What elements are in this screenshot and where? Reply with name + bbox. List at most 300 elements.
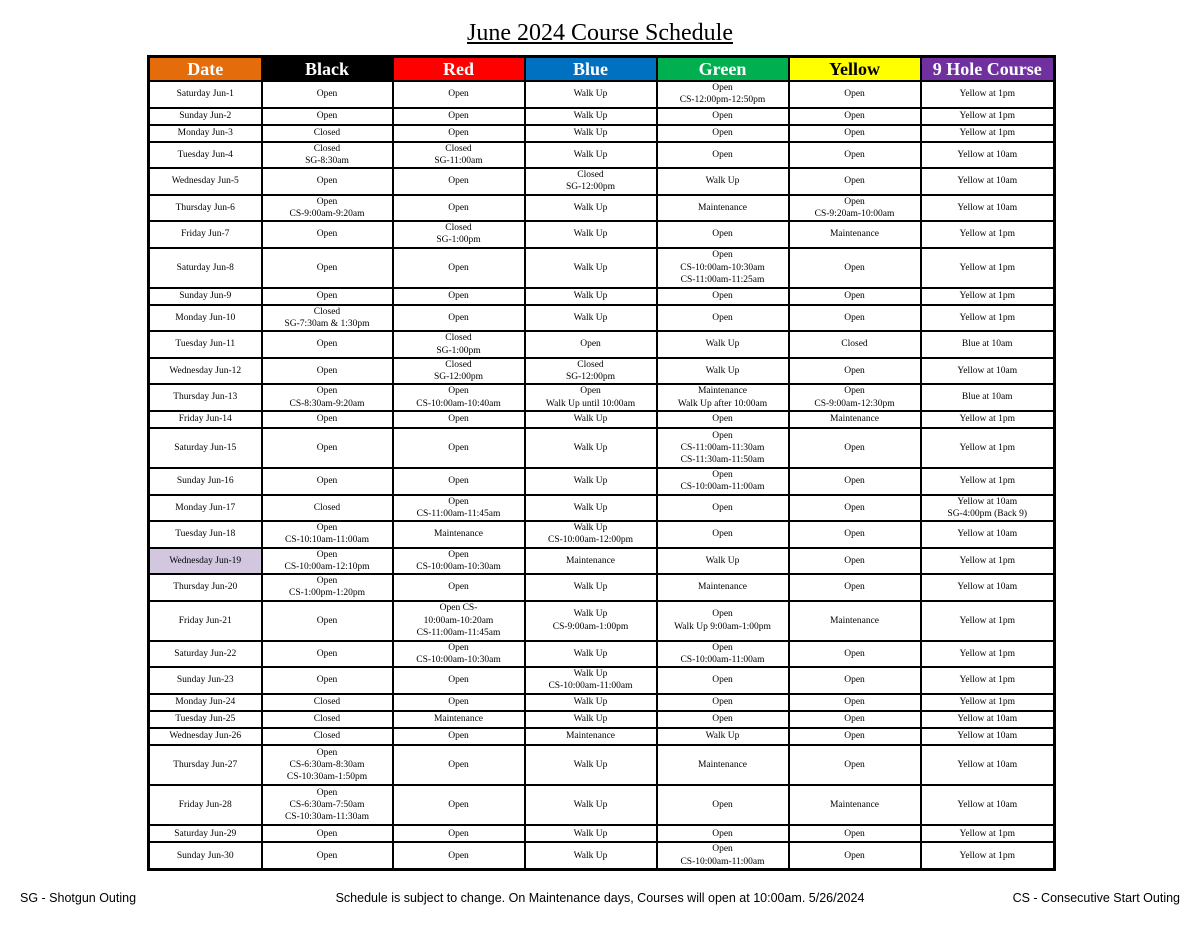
cell-text-line: Open — [712, 828, 733, 839]
cell-text-line: 10:00am-10:20am — [423, 615, 494, 626]
date-cell: Tuesday Jun-25 — [149, 711, 262, 728]
schedule-row — [149, 521, 1055, 548]
cell-text-line: Open — [448, 312, 469, 323]
9-hole-course-cell — [921, 468, 1055, 495]
header-row — [149, 57, 1055, 82]
cell-text-line: Open — [316, 549, 338, 560]
cell-text-line: Yellow at 1pm — [959, 127, 1015, 138]
cell-text-line: Open — [448, 759, 469, 770]
red-course-cell — [393, 711, 525, 728]
cell-text-line: Open — [844, 582, 865, 593]
cell-text-line: Open — [712, 414, 733, 425]
cell-text-line: Open — [448, 642, 469, 653]
header-yellow: Yellow — [789, 57, 921, 82]
black-course-cell — [262, 694, 393, 711]
cell-text-line: Open — [316, 291, 338, 302]
cell-text-line: Closed — [313, 697, 341, 708]
blue-course-cell — [525, 358, 657, 385]
green-course-cell — [657, 574, 789, 601]
cell-text-line: Open — [448, 110, 469, 121]
cell-text-line: CS-8:30am-9:20am — [289, 398, 365, 409]
cell-text-line: Yellow at 1pm — [959, 229, 1015, 240]
black-course-cell — [262, 221, 393, 248]
9-hole-course-cell — [921, 601, 1055, 641]
black-course-cell — [262, 601, 393, 641]
schedule-row — [149, 125, 1055, 142]
blue-course-cell — [525, 411, 657, 428]
cell-text-line: Open — [712, 291, 733, 302]
cell-text-line: Blue at 10am — [961, 392, 1013, 403]
cell-text-line: Open — [316, 386, 338, 397]
9-hole-course-cell — [921, 728, 1055, 745]
blue-course-cell — [525, 601, 657, 641]
cell-text-line: Yellow at 1pm — [959, 291, 1015, 302]
green-course-cell — [657, 711, 789, 728]
cell-text-line: Walk Up — [573, 759, 608, 770]
red-course-cell — [393, 728, 525, 745]
cell-text-line: Open — [316, 414, 338, 425]
cell-text-line: SG-11:00am — [434, 155, 483, 166]
date-cell: Friday Jun-7 — [149, 221, 262, 248]
cell-text-line: Walk Up — [573, 697, 608, 708]
black-course-cell — [262, 358, 393, 385]
cell-text-line: Yellow at 10am — [957, 714, 1018, 725]
cell-text-line: Maintenance — [697, 759, 748, 770]
schedule-row — [149, 428, 1055, 468]
cell-text-line: Open — [844, 555, 865, 566]
cell-text-line: Open — [448, 127, 469, 138]
date-cell: Thursday Jun-6 — [149, 195, 262, 222]
schedule-row — [149, 168, 1055, 195]
cell-text-line: Yellow at 10am — [957, 365, 1018, 376]
9-hole-course-cell — [921, 825, 1055, 842]
yellow-course-cell — [789, 785, 921, 825]
cell-text-line: Yellow at 1pm — [959, 648, 1015, 659]
red-course-cell — [393, 195, 525, 222]
blue-course-cell — [525, 81, 657, 108]
schedule-row — [149, 711, 1055, 728]
date-cell: Tuesday Jun-4 — [149, 142, 262, 169]
cell-text-line: SG-12:00pm — [433, 372, 484, 383]
cell-text-line: Walk Up — [705, 731, 740, 742]
9-hole-course-cell — [921, 108, 1055, 125]
cell-text-line: Open — [844, 176, 865, 187]
9-hole-course-cell — [921, 694, 1055, 711]
cell-text-line: Walk Up — [573, 110, 608, 121]
cell-text-line: Closed — [313, 731, 341, 742]
cell-text-line: Maintenance — [565, 731, 616, 742]
cell-text-line: Open — [844, 759, 865, 770]
red-course-cell — [393, 842, 525, 869]
9-hole-course-cell — [921, 785, 1055, 825]
blue-course-cell — [525, 521, 657, 548]
date-cell: Monday Jun-24 — [149, 694, 262, 711]
cell-text-line: Closed — [445, 223, 472, 234]
cell-text-line: Open — [844, 648, 865, 659]
cell-text-line: CS-10:30am-1:50pm — [286, 772, 368, 783]
cell-text-line: CS-11:00am-11:45am — [416, 508, 501, 519]
green-course-cell — [657, 641, 789, 668]
cell-text-line: Open — [712, 229, 733, 240]
cell-text-line: Open — [844, 291, 865, 302]
yellow-course-cell — [789, 711, 921, 728]
cell-text-line: Walk Up — [573, 229, 608, 240]
cell-text-line: Open — [712, 714, 733, 725]
cell-text-line: Open — [844, 386, 865, 397]
schedule-row — [149, 288, 1055, 305]
yellow-course-cell — [789, 142, 921, 169]
cell-text-line: Maintenance — [697, 386, 748, 397]
date-cell: Thursday Jun-27 — [149, 745, 262, 785]
green-course-cell — [657, 785, 789, 825]
black-course-cell — [262, 842, 393, 869]
cell-text-line: Closed — [577, 170, 604, 181]
header-black: Black — [262, 57, 393, 82]
schedule-row — [149, 641, 1055, 668]
black-course-cell — [262, 108, 393, 125]
green-course-cell — [657, 428, 789, 468]
cell-text-line: Walk Up — [573, 800, 608, 811]
cell-text-line: SG-12:00pm — [565, 182, 616, 193]
cell-text-line: CS-1:00pm-1:20pm — [288, 588, 365, 599]
yellow-course-cell — [789, 694, 921, 711]
cell-text-line: Open — [844, 529, 865, 540]
yellow-course-cell — [789, 495, 921, 522]
cell-text-line: Maintenance — [697, 202, 748, 213]
red-course-cell — [393, 168, 525, 195]
9-hole-course-cell — [921, 574, 1055, 601]
schedule-row — [149, 142, 1055, 169]
cell-text-line: CS-10:00am-10:30am — [680, 262, 765, 273]
cell-text-line: Walk Up — [573, 609, 608, 620]
red-course-cell — [393, 601, 525, 641]
red-course-cell — [393, 142, 525, 169]
date-cell: Saturday Jun-15 — [149, 428, 262, 468]
green-course-cell — [657, 125, 789, 142]
cell-text-line: Open — [448, 582, 469, 593]
cell-text-line: Walk Up — [573, 828, 608, 839]
cell-text-line: Open — [712, 250, 733, 261]
green-course-cell — [657, 468, 789, 495]
cell-text-line: SG-4:00pm (Back 9) — [947, 508, 1028, 519]
yellow-course-cell — [789, 842, 921, 869]
cell-text-line: Open — [844, 149, 865, 160]
cell-text-line: Open — [844, 675, 865, 686]
cell-text-line: Yellow at 10am — [957, 496, 1018, 507]
cell-text-line: Open — [844, 828, 865, 839]
cell-text-line: Maintenance — [433, 714, 484, 725]
cell-text-line: Open — [712, 609, 733, 620]
green-course-cell — [657, 495, 789, 522]
cell-text-line: Open — [712, 312, 733, 323]
red-course-cell — [393, 411, 525, 428]
cell-text-line: Open — [844, 442, 865, 453]
9-hole-course-cell — [921, 142, 1055, 169]
cell-text-line: Open — [316, 442, 338, 453]
blue-course-cell — [525, 288, 657, 305]
cell-text-line: CS-9:00am-12:30pm — [814, 398, 895, 409]
cell-text-line: Open — [844, 502, 865, 513]
cell-text-line: Open — [580, 339, 601, 350]
9-hole-course-cell — [921, 667, 1055, 694]
cell-text-line: Open — [316, 89, 338, 100]
footer-consecutive-start-legend: CS - Consecutive Start Outing — [1012, 891, 1180, 905]
cell-text-line: Walk Up — [573, 414, 608, 425]
yellow-course-cell — [789, 288, 921, 305]
9-hole-course-cell — [921, 384, 1055, 411]
date-cell: Sunday Jun-2 — [149, 108, 262, 125]
black-course-cell — [262, 641, 393, 668]
schedule-row — [149, 384, 1055, 411]
blue-course-cell — [525, 548, 657, 575]
cell-text-line: Closed — [445, 333, 472, 344]
cell-text-line: CS-11:00am-11:45am — [416, 627, 501, 638]
9-hole-course-cell — [921, 358, 1055, 385]
cell-text-line: Walk Up until 10:00am — [545, 398, 636, 409]
red-course-cell — [393, 468, 525, 495]
date-cell: Saturday Jun-29 — [149, 825, 262, 842]
footer-shotgun-legend: SG - Shotgun Outing — [20, 891, 137, 905]
cell-text-line: Open — [448, 476, 469, 487]
black-course-cell — [262, 495, 393, 522]
green-course-cell — [657, 108, 789, 125]
cell-text-line: Open — [448, 176, 469, 187]
cell-text-line: Open — [844, 89, 865, 100]
blue-course-cell — [525, 168, 657, 195]
green-course-cell — [657, 745, 789, 785]
cell-text-line: Walk Up — [573, 262, 608, 273]
black-course-cell — [262, 428, 393, 468]
black-course-cell — [262, 195, 393, 222]
date-cell: Saturday Jun-8 — [149, 248, 262, 288]
yellow-course-cell — [789, 521, 921, 548]
cell-text-line: Open — [448, 291, 469, 302]
cell-text-line: Yellow at 1pm — [959, 414, 1015, 425]
schedule-row — [149, 694, 1055, 711]
cell-text-line: Open — [316, 523, 338, 534]
cell-text-line: Open — [316, 339, 338, 350]
cell-text-line: CS-10:10am-11:00am — [284, 535, 370, 546]
blue-course-cell — [525, 221, 657, 248]
black-course-cell — [262, 305, 393, 332]
cell-text-line: Maintenance — [829, 229, 880, 240]
cell-text-line: Open — [316, 576, 338, 587]
blue-course-cell — [525, 842, 657, 869]
cell-text-line: Yellow at 1pm — [959, 476, 1015, 487]
green-course-cell — [657, 248, 789, 288]
red-course-cell — [393, 745, 525, 785]
black-course-cell — [262, 548, 393, 575]
blue-course-cell — [525, 248, 657, 288]
cell-text-line: Maintenance — [829, 615, 880, 626]
cell-text-line: Yellow at 1pm — [959, 850, 1015, 861]
green-course-cell — [657, 667, 789, 694]
cell-text-line: Walk Up — [573, 714, 608, 725]
cell-text-line: Closed — [841, 339, 868, 350]
date-cell: Friday Jun-28 — [149, 785, 262, 825]
cell-text-line: Walk Up — [573, 669, 608, 680]
blue-course-cell — [525, 108, 657, 125]
cell-text-line: Open — [448, 386, 469, 397]
cell-text-line: Walk Up — [573, 476, 608, 487]
date-cell: Wednesday Jun-12 — [149, 358, 262, 385]
cell-text-line: Closed — [313, 306, 341, 317]
9-hole-course-cell — [921, 641, 1055, 668]
green-course-cell — [657, 358, 789, 385]
cell-text-line: SG-7:30am & 1:30pm — [284, 319, 370, 330]
red-course-cell — [393, 428, 525, 468]
9-hole-course-cell — [921, 331, 1055, 358]
green-course-cell — [657, 521, 789, 548]
green-course-cell — [657, 601, 789, 641]
red-course-cell — [393, 305, 525, 332]
cell-text-line: Yellow at 1pm — [959, 555, 1015, 566]
red-course-cell — [393, 785, 525, 825]
red-course-cell — [393, 248, 525, 288]
date-cell: Thursday Jun-13 — [149, 384, 262, 411]
cell-text-line: Yellow at 1pm — [959, 675, 1015, 686]
9-hole-course-cell — [921, 305, 1055, 332]
green-course-cell — [657, 384, 789, 411]
blue-course-cell — [525, 495, 657, 522]
cell-text-line: Yellow at 1pm — [959, 89, 1015, 100]
cell-text-line: Open — [844, 262, 865, 273]
yellow-course-cell — [789, 358, 921, 385]
cell-text-line: Open — [316, 747, 338, 758]
green-course-cell — [657, 221, 789, 248]
cell-text-line: CS-11:00am-11:30am — [680, 442, 765, 453]
header-green: Green — [657, 57, 789, 82]
cell-text-line: Open — [448, 414, 469, 425]
red-course-cell — [393, 495, 525, 522]
yellow-course-cell — [789, 195, 921, 222]
schedule-row — [149, 842, 1055, 869]
cell-text-line: Walk Up — [705, 339, 740, 350]
9-hole-course-cell — [921, 842, 1055, 869]
date-cell: Saturday Jun-22 — [149, 641, 262, 668]
cell-text-line: Yellow at 10am — [957, 759, 1018, 770]
blue-course-cell — [525, 331, 657, 358]
green-course-cell — [657, 728, 789, 745]
cell-text-line: Walk Up — [573, 442, 608, 453]
header-date: Date — [149, 57, 262, 82]
green-course-cell — [657, 305, 789, 332]
cell-text-line: CS-9:00am-1:00pm — [552, 621, 629, 632]
cell-text-line: Open — [316, 828, 338, 839]
cell-text-line: Yellow at 1pm — [959, 828, 1015, 839]
cell-text-line: Yellow at 10am — [957, 529, 1018, 540]
schedule-row — [149, 411, 1055, 428]
cell-text-line: CS-10:00am-10:30am — [416, 561, 501, 572]
black-course-cell — [262, 468, 393, 495]
date-cell: Sunday Jun-30 — [149, 842, 262, 869]
red-course-cell — [393, 641, 525, 668]
9-hole-course-cell — [921, 221, 1055, 248]
cell-text-line: Open — [448, 442, 469, 453]
cell-text-line: Walk Up — [573, 89, 608, 100]
yellow-course-cell — [789, 745, 921, 785]
blue-course-cell — [525, 142, 657, 169]
date-cell: Saturday Jun-1 — [149, 81, 262, 108]
yellow-course-cell — [789, 221, 921, 248]
yellow-course-cell — [789, 728, 921, 745]
cell-text-line: Open — [448, 549, 469, 560]
9-hole-course-cell — [921, 248, 1055, 288]
header-red: Red — [393, 57, 525, 82]
green-course-cell — [657, 195, 789, 222]
9-hole-course-cell — [921, 125, 1055, 142]
cell-text-line: Open — [844, 127, 865, 138]
cell-text-line: Open — [712, 502, 733, 513]
cell-text-line: CS-6:30am-8:30am — [289, 759, 365, 770]
9-hole-course-cell — [921, 168, 1055, 195]
9-hole-course-cell — [921, 81, 1055, 108]
cell-text-line: Open — [712, 110, 733, 121]
cell-text-line: CS-10:00am-11:00am — [680, 856, 765, 867]
date-cell: Thursday Jun-20 — [149, 574, 262, 601]
cell-text-line: Open — [316, 365, 338, 376]
cell-text-line: Yellow at 10am — [957, 731, 1018, 742]
cell-text-line: Yellow at 10am — [957, 202, 1018, 213]
cell-text-line: Yellow at 1pm — [959, 110, 1015, 121]
cell-text-line: CS-9:20am-10:00am — [814, 208, 895, 219]
cell-text-line: Closed — [445, 143, 472, 154]
cell-text-line: Open — [844, 365, 865, 376]
date-cell: Friday Jun-14 — [149, 411, 262, 428]
cell-text-line: Open — [316, 476, 338, 487]
cell-text-line: Yellow at 1pm — [959, 697, 1015, 708]
cell-text-line: Walk Up — [573, 127, 608, 138]
cell-text-line: CS-12:00pm-12:50pm — [679, 95, 766, 106]
blue-course-cell — [525, 384, 657, 411]
blue-course-cell — [525, 728, 657, 745]
cell-text-line: Open — [316, 648, 338, 659]
cell-text-line: Open — [712, 127, 733, 138]
red-course-cell — [393, 358, 525, 385]
yellow-course-cell — [789, 384, 921, 411]
cell-text-line: Open — [448, 697, 469, 708]
schedule-row — [149, 745, 1055, 785]
cell-text-line: CS-11:30am-11:50am — [680, 455, 765, 466]
cell-text-line: Yellow at 10am — [957, 176, 1018, 187]
red-course-cell — [393, 331, 525, 358]
cell-text-line: Open — [316, 196, 338, 207]
blue-course-cell — [525, 305, 657, 332]
cell-text-line: Open CS- — [439, 603, 478, 614]
black-course-cell — [262, 81, 393, 108]
blue-course-cell — [525, 125, 657, 142]
header-blue: Blue — [525, 57, 657, 82]
green-course-cell — [657, 548, 789, 575]
cell-text-line: Yellow at 10am — [957, 582, 1018, 593]
date-cell: Tuesday Jun-11 — [149, 331, 262, 358]
schedule-row — [149, 195, 1055, 222]
red-course-cell — [393, 384, 525, 411]
cell-text-line: CS-10:00am-12:10pm — [284, 561, 370, 572]
yellow-course-cell — [789, 641, 921, 668]
yellow-course-cell — [789, 248, 921, 288]
course-schedule-table — [147, 55, 1056, 871]
schedule-row — [149, 468, 1055, 495]
date-cell: Tuesday Jun-18 — [149, 521, 262, 548]
9-hole-course-cell — [921, 411, 1055, 428]
cell-text-line: Open — [712, 800, 733, 811]
9-hole-course-cell — [921, 288, 1055, 305]
black-course-cell — [262, 711, 393, 728]
cell-text-line: Open — [316, 615, 338, 626]
red-course-cell — [393, 521, 525, 548]
cell-text-line: Open — [844, 850, 865, 861]
